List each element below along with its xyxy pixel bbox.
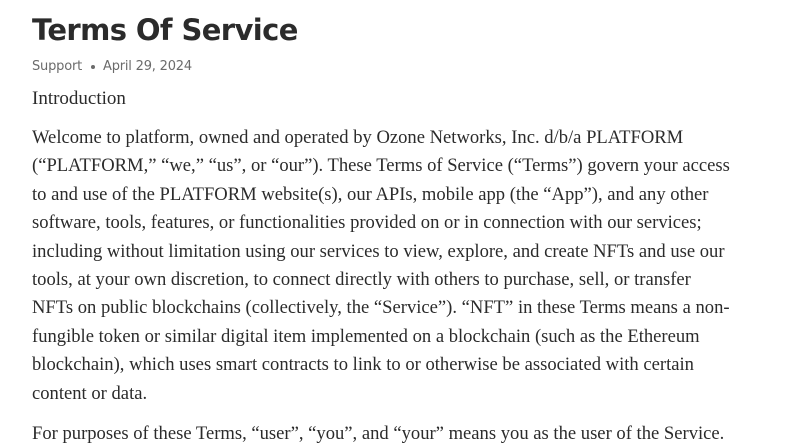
page-title: Terms Of Service (32, 13, 298, 47)
category-link[interactable]: Support (32, 59, 82, 74)
article (32, 10, 732, 448)
paragraph: Welcome to platform, owned and operated by Ozone Networks, Inc. d/b/a PLATFORM (“PLATFORM,” “we,” “us”, or “our”). These Terms of Service (“Terms”) govern your access to and use of the PLATFORM website(s), our APIs, mobile app (the “App”), and any other software, tools, features, or functionalities provided on or in connection with our services; including without limitation using our services to view, explore, and create NFTs and use our tools, at your own discretion, to connect directly with others to purchase, sell, or transfer NFTs on public blockchains (collectively, the “Service”). “NFT” in these Terms means a non-fungible token or similar digital item implemented on a blockchain (such as the Ethereum blockchain), which uses smart contracts to link to or otherwise be associated with certain content or data. (32, 127, 730, 404)
section-heading: Introduction (32, 88, 126, 109)
article-meta (32, 58, 732, 76)
separator-dot (91, 65, 95, 69)
publish-date: April 29, 2024 (103, 59, 192, 74)
paragraph: For purposes of these Terms, “user”, “you”, and “your” means you as the user of the Service. (32, 423, 725, 445)
